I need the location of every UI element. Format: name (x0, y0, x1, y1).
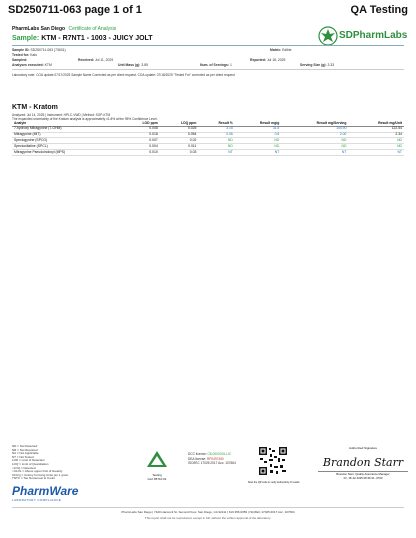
table-cell: 2.34 (348, 132, 404, 138)
table-cell: ND (235, 144, 282, 150)
table-cell: NT (198, 149, 234, 155)
tested-for-row: Tested for: Kalo (12, 53, 38, 57)
signature-block (318, 446, 408, 480)
dea-line: DEA license: RP0497450 (188, 456, 224, 461)
legend-item: CFU/g = Colony Forming Units per 1 gram (12, 472, 69, 477)
serving-size-row: Serving Size (g): 3.33 (300, 63, 335, 67)
table-cell: ND (348, 138, 404, 144)
legend-item: LOQ = Limit of Quantitation (12, 461, 49, 466)
lab-line (12, 26, 116, 32)
table-cell: NT (281, 149, 348, 155)
ansi-triangle-icon (146, 450, 168, 468)
section-title: KTM - Kratom (12, 104, 58, 111)
sample-name: KTM - R7NT1 - 1003 - JUICY JOLT (41, 35, 153, 42)
iso-line: ISO/IEC 17025:2017 Acc. 107664 (188, 461, 236, 466)
table-cell: 0.008 (121, 126, 159, 132)
received-row: Received: Jul 11, 2025 (78, 58, 114, 62)
results-table (12, 121, 404, 156)
signer-name: Brandon Starr, Quality Assurance Manager (318, 471, 408, 476)
legend-item: >ULOL = Above upper limit of linearity (12, 469, 63, 474)
pharmware-logo (12, 484, 82, 502)
table-cell: ND (281, 138, 348, 144)
analyses-row: Analyses executed: KTM (12, 63, 52, 67)
meta-divider (12, 69, 404, 70)
qr-code-icon (258, 446, 288, 476)
table-cell: 0.054 (160, 132, 199, 138)
table-body (12, 126, 404, 155)
table-cell: NT (348, 149, 404, 155)
table-cell: 0.010 (121, 149, 159, 155)
table-cell: 0.004 (121, 144, 159, 150)
table-cell: 0.025 (160, 126, 199, 132)
table-cell: ND (198, 144, 234, 150)
accred-cert: Cert #5710.01 (147, 477, 167, 481)
reported-row: Reported: Jul 18, 2025 (250, 58, 286, 62)
header-divider (12, 45, 404, 46)
table-cell: 0.06 (198, 132, 234, 138)
pharmware-subtitle: LABORATORY COMPLIANCE (12, 498, 62, 502)
lab-name: PharmLabs San Diego (12, 26, 66, 32)
table-cell: ND (235, 138, 282, 144)
table-header-cell: Result mg/g (235, 121, 282, 126)
footer-divider (12, 507, 404, 508)
legend (12, 445, 68, 481)
table-cell: ND (348, 144, 404, 150)
sample-prefix: Sample: (12, 35, 40, 42)
analysis-info: Analyzed: Jul 14, 2025 | Instrument: HPLC-VWD | Method: SOP-KTM (12, 113, 111, 117)
sample-id-row: Sample ID: SD250711-063 (73631) (12, 48, 66, 52)
table-cell: Mitragynine Pseudoindoxyl (MPS) (12, 149, 121, 155)
accreditation-seal (142, 450, 172, 481)
table-cell: 0.6 (235, 132, 282, 138)
table-cell: 0.03 (160, 149, 199, 155)
legend-item: LOD = Limit of Detection (12, 458, 45, 463)
table-cell: Mitragynine (MIT) (12, 132, 121, 138)
matrix-row: Matrix: Edible (270, 48, 292, 52)
signature-title: Authorized Signature (348, 446, 378, 450)
pharmware-wordmark: PharmWare (12, 484, 79, 498)
table-cell: ND (198, 138, 234, 144)
legend-item: NR = Not Reported (12, 447, 38, 452)
accred-text: Testing (152, 473, 162, 477)
num-servings-row: Num. of Servings: 1 (200, 63, 232, 67)
qr-caption: Scan the QR code to verify authenticity of results. (247, 481, 301, 484)
table-header-cell: LOD ppm (121, 121, 159, 126)
table-header-cell: Result mg/Unit (348, 121, 404, 126)
footer-cert: This report shall not be reproduced, except in full, without the written approval of the laboratory. (144, 516, 272, 520)
qr-code[interactable] (247, 446, 301, 484)
legend-item: ND = Not Detected (12, 444, 38, 448)
legend-item: NT = Not Tested (12, 454, 34, 459)
license-block (188, 452, 236, 466)
legend-item: TNTC = Too Numerous to Count (12, 476, 56, 481)
table-cell: NT (235, 149, 282, 155)
table-cell: 2.00 (281, 132, 348, 138)
table-header-cell: Analyte (12, 121, 121, 126)
table-cell: 0.018 (121, 132, 159, 138)
table-cell: 31.5 (235, 126, 282, 132)
table-cell: 0.02 (160, 138, 199, 144)
table-cell: 7-hydroxy Mitragynine (7-OHM) (12, 126, 121, 132)
table-header-cell: Result mg/Serving (281, 121, 348, 126)
report-id: SD250711-063 page 1 of 1 (8, 4, 142, 16)
signature: Brandon Starr (322, 456, 404, 469)
table-header-cell: Result % (198, 121, 234, 126)
legend-item: NA = Not Applicable (12, 451, 39, 456)
table-cell: ND (281, 144, 348, 150)
uncertainty-note: The expanded uncertainty of the Kratom analysis is approximately ±1.8% at the 95% Confidence Level. (12, 117, 158, 121)
leaf-logo-icon (318, 26, 338, 46)
table-cell: 0.007 (121, 138, 159, 144)
table-cell: 0.011 (160, 144, 199, 150)
report-type: QA Testing (350, 4, 408, 16)
table-row (12, 149, 404, 155)
dcc-line: DCC license: C8-0000015-LIC (188, 452, 232, 456)
signer-date: Fri, 18 Jul 2025 08:36:31 -0700 (343, 476, 383, 480)
footer-address: PharmLabs San Diego | 7420 Hancock St, Second Floor, San Diego, CA 92111 | 619.356.6059 | ISO/IEC 17025:2017 Acc. 107664 (121, 510, 295, 514)
table-header-cell: LOQ ppm (160, 121, 199, 126)
table-cell: 122.54 (348, 126, 404, 132)
lab-note: Laboratory note: COA update 07/17/2025 Sample Name Corrected as per client request. COA update: 07/18/2025 "Tested For" corrected as per client request (12, 73, 235, 77)
sample-title (12, 35, 153, 42)
legend-item: <LOQ = Detected (12, 465, 36, 470)
sdpharmlabs-logo (318, 26, 410, 46)
logo-text: SDPharmLabs (339, 30, 408, 41)
sampled-row: Sampled: (12, 58, 28, 62)
table-cell: 3.15 (198, 126, 234, 132)
table-cell: Speciogynine (SPCG) (12, 138, 121, 144)
unit-mass-row: Unit Mass (g): 3.89 (118, 63, 148, 67)
doc-type: Certificate of Analysis (68, 26, 117, 32)
table-cell: Speciociliatine (SPCL) (12, 144, 121, 150)
table-cell: 104.90 (281, 126, 348, 132)
